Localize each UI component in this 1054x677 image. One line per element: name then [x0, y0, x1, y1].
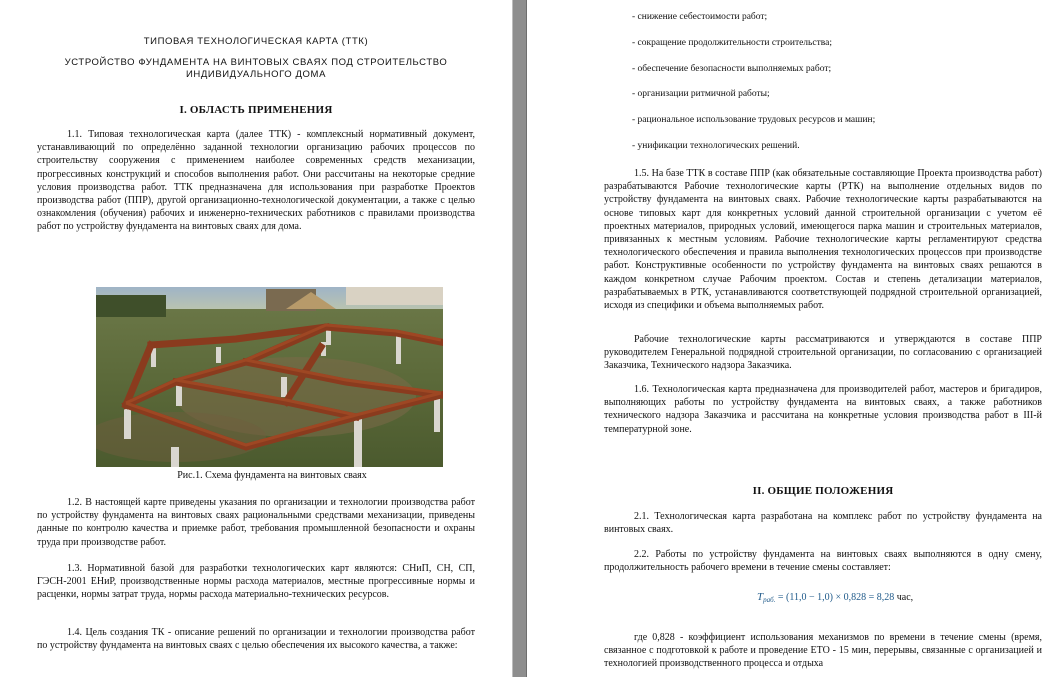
work-time-formula [757, 591, 913, 604]
document-type: ТИПОВАЯ ТЕХНОЛОГИЧЕСКАЯ КАРТА (ТТК) [143, 36, 369, 47]
document-title-line-1: УСТРОЙСТВО ФУНДАМЕНТА НА ВИНТОВЫХ СВАЯХ ПОД СТРОИТЕЛЬСТВО [64, 57, 448, 68]
paragraph-1-2: 1.2. В настоящей карте приведены указания по организации и технологии производства работ по устройству фундамента на винтовых сваях рациональными средствами механизации, приведены данные по контролю качества и приемке работ, требования промышленной безопасности и охраны труда при производстве работ. [37, 497, 475, 548]
page-gutter [512, 0, 527, 677]
paragraph-1-4: 1.4. Цель создания ТК - описание решений по организации и технологии производства работ по устройству фундамента на винтовых сваях с целью обеспечения их высокого качества, а также: [37, 627, 475, 652]
document-title-line-2: ИНДИВИДУАЛЬНОГО ДОМА [185, 69, 327, 80]
foundation-image [96, 287, 443, 467]
left-page [0, 0, 512, 677]
paragraph-1-6: 1.6. Технологическая карта предназначена для производителей работ, мастеров и бригадиров, выполняющих работы по устройству фундамента на винтовых сваях, а также работников технического надзора Заказчика и рассчитана на конкретные условия производства работ в III-й температурной зоне. [604, 384, 1042, 435]
formula-symbol: T [757, 591, 764, 603]
paragraph-where: где 0,828 - коэффициент использования механизмов по времени в течение смены (время, связанное с подготовкой к работе и проведение ЕТО - 15 мин, перерывы, связанные с организацией и технологией производственного процесса и отдыха [604, 632, 1042, 670]
goal-item: - рациональное использование трудовых ресурсов и машин; [632, 115, 876, 125]
section-1-heading: I. ОБЛАСТЬ ПРИМЕНЕНИЯ [179, 104, 333, 116]
figure-caption: Рис.1. Схема фундамента на винтовых сваях [177, 470, 367, 481]
paragraph-2-1: 2.1. Технологическая карта разработана на комплекс работ по устройству фундамента на винтовых сваях. [604, 511, 1042, 536]
paragraph-2-2: 2.2. Работы по устройству фундамента на винтовых сваях выполняются в одну смену, продолжительность рабочего времени в течение смены составляет: [604, 549, 1042, 574]
paragraph-1-1: 1.1. Типовая технологическая карта (далее ТТК) - комплексный нормативный документ, устанавливающий по определённо заданной технологии организацию рабочих процессов по строительству сооружения с применением наиболее современных средств механизации, прогрессивных конструкций и способов выполнения работ. Они рассчитаны на некоторые средние условия производства работ. ТТК предназначена для использования при разработке Проектов производства работ (ППР), другой организационно-технологической документации, а также с целью ознакомления (обучения) рабочих и инженерно-технических работников с правилами производства работ по устройству фундамента на винтовых сваях для дома. [37, 129, 475, 233]
formula-expression: = (11,0 − 1,0) × 0,828 = 8,28 [775, 592, 897, 603]
formula-subscript: раб. [763, 596, 776, 604]
goal-item: - обеспечение безопасности выполняемых работ; [632, 64, 832, 74]
goal-item: - снижение себестоимости работ; [632, 12, 768, 22]
section-2-heading: II. ОБЩИЕ ПОЛОЖЕНИЯ [752, 485, 894, 497]
paragraph-1-5: 1.5. На базе ТТК в составе ППР (как обязательные составляющие Проекта производства работ) разрабатываются Рабочие технологические карты (РТК) на выполнение отдельных видов по устройству фундамента на винтовых сваях. Рабочие технологические карты разрабатываются на основе типовых карт для конкретных условий данной строительной организации с учетом её проектных материалов, природных условий, имеющегося парка машин и строительных материалов, привязанных к местным условиям. Рабочие технологические карты регламентируют средства технологического обеспечения и правила выполнения технологических процессов при производстве работ. Конструктивные особенности по устройству фундамента на винтовых сваях решаются в каждом конкретном случае Рабочим проектом. Состав и степень детализации материалов, разрабатываемых в РТК, устанавливаются соответствующей подрядной строительной организацией, исходя из специфики и объема выполняемых работ. [604, 168, 1042, 312]
goal-item: - унификации технологических решений. [632, 141, 800, 151]
goal-item: - сокращение продолжительности строительства; [632, 38, 832, 48]
paragraph-1-3: 1.3. Нормативной базой для разработки технологических карт являются: СНиП, СН, СП, ГЭСН-2001 ЕНиР, производственные нормы расхода материалов, местные прогрессивные нормы и расценки, нормы затрат труда, нормы расхода материально-технических ресурсов. [37, 563, 475, 601]
goal-item: - организации ритмичной работы; [632, 89, 770, 99]
formula-unit: час, [896, 592, 914, 603]
foundation-photo [96, 287, 443, 467]
paragraph-1-5b: Рабочие технологические карты рассматриваются и утверждаются в составе ППР руководителем Генеральной подрядной строительной организации, по согласованию с организацией Заказчика, Технического надзора Заказчика. [604, 334, 1042, 372]
